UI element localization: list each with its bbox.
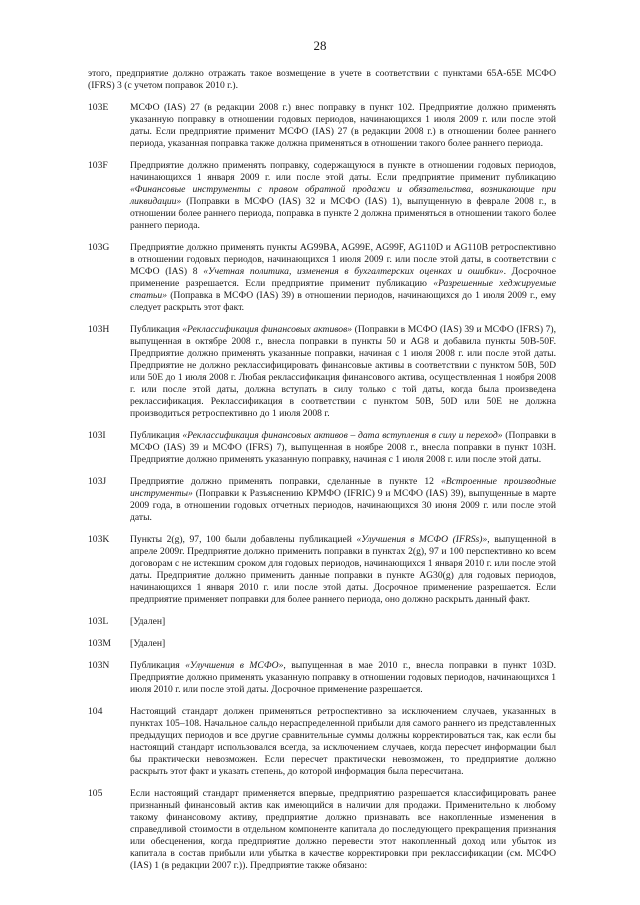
paragraph-text xyxy=(130,476,556,524)
paragraph xyxy=(88,430,556,466)
paragraph-text xyxy=(130,660,556,696)
italic-title: «Разрешенные хеджируемые статьи» xyxy=(130,278,556,301)
text-run: Пункты 2(g), 97, 100 были добавлены публикацией xyxy=(130,534,357,545)
italic-title: «Учетная политика, изменения в бухгалтерских оценках и ошибки» xyxy=(203,266,504,277)
paragraph-number: 103M xyxy=(88,638,111,649)
text-run: Предприятие должно применять пункты AG99BA, AG99E, AG99F, AG110D и AG110B ретроспективно в отношении годовых периодов, начинающихся 1 июля 2009 г. или после этой даты, в соответствии с МСФО (IAS) 8 xyxy=(130,242,556,277)
text-run: Если настоящий стандарт применяется впервые, предприятию разрешается классифицировать ранее признанный финансовый актив как имеющийся в наличии для продажи. Применительно к любому такому финансовому активу, предприятие должно признавать все накопленные изменения в справедливой стоимости в отдельном компоненте капитала до последующего прекращения признания или обесценения, когда предприятие должно перевести этот накопленный доход или убыток из капитала в состав прибыли или убытка в качестве корректировки при реклассификации (см. МСФО (IAS) 1 (в редакции 2007 г.)). Предприятие также обязано: xyxy=(130,788,556,871)
paragraph-number: 103L xyxy=(88,616,109,627)
paragraph-number: 103N xyxy=(88,660,110,671)
paragraph-number: 103H xyxy=(88,324,110,335)
paragraph-text xyxy=(130,706,556,778)
italic-title: «Реклассификация финансовых активов – дата вступления в силу и переход» xyxy=(182,430,503,441)
text-run: . Досрочное применение разрешается. Если предприятие применит публикацию xyxy=(130,266,556,289)
paragraph-number: 103E xyxy=(88,102,109,113)
paragraph xyxy=(88,102,556,150)
text-run: Публикация xyxy=(130,430,183,441)
text-run: (Поправка в МСФО (IAS) 39) в отношении периодов, начинающихся до 1 июля 2009 г., ему следует раскрыть этот факт. xyxy=(130,290,556,313)
text-run: Публикация xyxy=(130,660,186,671)
text-run: (Поправки к Разъяснению КРМФО (IFRIC) 9 и МСФО (IAS) 39), выпущенные в марте 2009 года, в отношении годовых отчетных периодов, начинающихся 30 июня 2009 г. или после этой даты. xyxy=(130,488,556,523)
paragraph-number: 103K xyxy=(88,534,110,545)
paragraph xyxy=(88,242,556,314)
italic-title: «Реклассификация финансовых активов» xyxy=(182,324,353,335)
text-run: Предприятие должно применять поправку, содержащуюся в пункте в отношении годовых периодов, начинающихся 1 января 2009 г. или после этой даты. Если предприятие применит публикацию xyxy=(130,160,556,183)
text-run: (Поправки в МСФО (IAS) 39 и МСФО (IFRS) 7), выпущенная в октябре 2008 г., внесла поправки в пункты 50 и AG8 и добавила пункты 50B-50F. Предприятие должно применять указанные поправки, начиная с 1 июля 2008 г. или после этой даты. Предприятие не должно реклассифицировать финансовые активы в соответствии с пунктом 50B, 50D или 50E до 1 июля 2008 г. Любая реклассификация финансового актива, осуществленная 1 ноября 2008 г. или после этой даты, должна вступать в силу только с той даты, когда была произведена реклассификация. Реклассификация в соответствии с пунктом 50B, 50D или 50E не должна производиться ретроспективно до 1 июля 2008 г. xyxy=(130,324,556,419)
text-run: Публикация xyxy=(130,324,183,335)
paragraph-text xyxy=(130,430,556,466)
italic-title: «Улучшения в МСФО (IFRSs)» xyxy=(356,534,488,545)
document-body xyxy=(88,68,556,882)
paragraph-text xyxy=(130,242,556,314)
paragraph-list xyxy=(88,102,556,872)
text-run: (Поправки в МСФО (IAS) 39 и МСФО (IFRS) 7), выпущенная в ноябре 2008 г., внесла поправки в пункт 103H. Предприятие должно применять указанную поправку, начиная с 1 июля 2008 г. или после этой даты. xyxy=(130,430,556,465)
paragraph-text xyxy=(130,160,556,232)
text-run: , выпущенная в мае 2010 г., внесла поправки в пункт 103D. Предприятие должно применять указанную поправку в отношении годовых периодов, начинающихся 1 июля 2010 г. или после этой даты. Досрочное применение разрешается. xyxy=(130,660,556,695)
paragraph-number: 103G xyxy=(88,242,110,253)
text-run: Предприятие должно применять поправки, сделанные в пункте 12 xyxy=(130,476,441,487)
paragraph xyxy=(88,476,556,524)
text-run: [Удален] xyxy=(130,638,166,649)
italic-title: «Финансовые инструменты с правом обратной продажи и обязательства, возникающие при ликвидации» xyxy=(130,184,556,207)
paragraph-text xyxy=(130,534,556,606)
paragraph-text xyxy=(130,788,556,872)
paragraph-number: 105 xyxy=(88,788,103,799)
paragraph-text xyxy=(130,102,556,150)
text-run: [Удален] xyxy=(130,616,166,627)
paragraph-text xyxy=(130,324,556,420)
paragraph xyxy=(88,660,556,696)
paragraph xyxy=(88,788,556,872)
paragraph xyxy=(88,616,556,628)
paragraph-number: 103J xyxy=(88,476,107,487)
paragraph-text xyxy=(130,616,556,628)
text-run: Настоящий стандарт должен применяться ретроспективно за исключением случаев, указанных в пунктах 105–108. Начальное сальдо нераспределенной прибыли для самого раннего из представленных предыдущих периодов и все другие сравнительные суммы должны корректироваться так, как если бы настоящий стандарт использовался всегда, за исключением случаев, когда пересчет информации был бы практически невозможен. Если пересчет практически невозможен, то предприятие должно раскрыть этот факт и указать степень, до которой информация была пересчитана. xyxy=(130,706,556,777)
text-run: (Поправки в МСФО (IAS) 32 и МСФО (IAS) 1), выпущенную в феврале 2008 г., в отношении более раннего периода, поправка в пункте 2 должна применяться в отношении такого более раннего периода. xyxy=(130,196,556,231)
paragraph xyxy=(88,534,556,606)
paragraph-number: 104 xyxy=(88,706,103,717)
continuation-text: этого, предприятие должно отражать такое возмещение в учете в соответствии с пунктами 65А-65Е МСФО (IFRS) 3 (с учетом поправок 2010 г.). xyxy=(88,68,556,91)
paragraph-number: 103I xyxy=(88,430,106,441)
paragraph xyxy=(88,160,556,232)
paragraph-number: 103F xyxy=(88,160,108,171)
paragraph xyxy=(88,324,556,420)
paragraph xyxy=(88,706,556,778)
text-run: , выпущенной в апреле 2009г. Предприятие должно применить поправки в пунктах 2(g), 97 и 100 перспективно ко всем договорам с не истекшим сроком для годовых периодов, начинающихся 1 января 2010 г. или после этой даты. Предприятие должно применить данные поправки в пункте AG30(g) для годовых периодов, начинающихся 1 января 2010 г. или после этой даты. Досрочное применение разрешается. Если предприятие применяет поправки для более раннего периода, оно должно раскрыть данный факт. xyxy=(130,534,557,605)
italic-title: «Улучшения в МСФО» xyxy=(185,660,284,671)
paragraph-text xyxy=(130,638,556,650)
paragraph xyxy=(88,638,556,650)
text-run: МСФО (IAS) 27 (в редакции 2008 г.) внес поправку в пункт 102. Предприятие должно применять указанную поправку в отношении годовых периодов, начинающихся 1 июля 2009 г. или после этой даты. Если предприятие применит МСФО (IAS) 27 (в редакции 2008 г.) в отношении более раннего периода, указанная поправка также должна применяться в отношении такого более раннего периода. xyxy=(130,102,556,149)
page-number: 28 xyxy=(313,38,327,53)
italic-title: «Встроенные производные инструменты» xyxy=(130,476,556,499)
